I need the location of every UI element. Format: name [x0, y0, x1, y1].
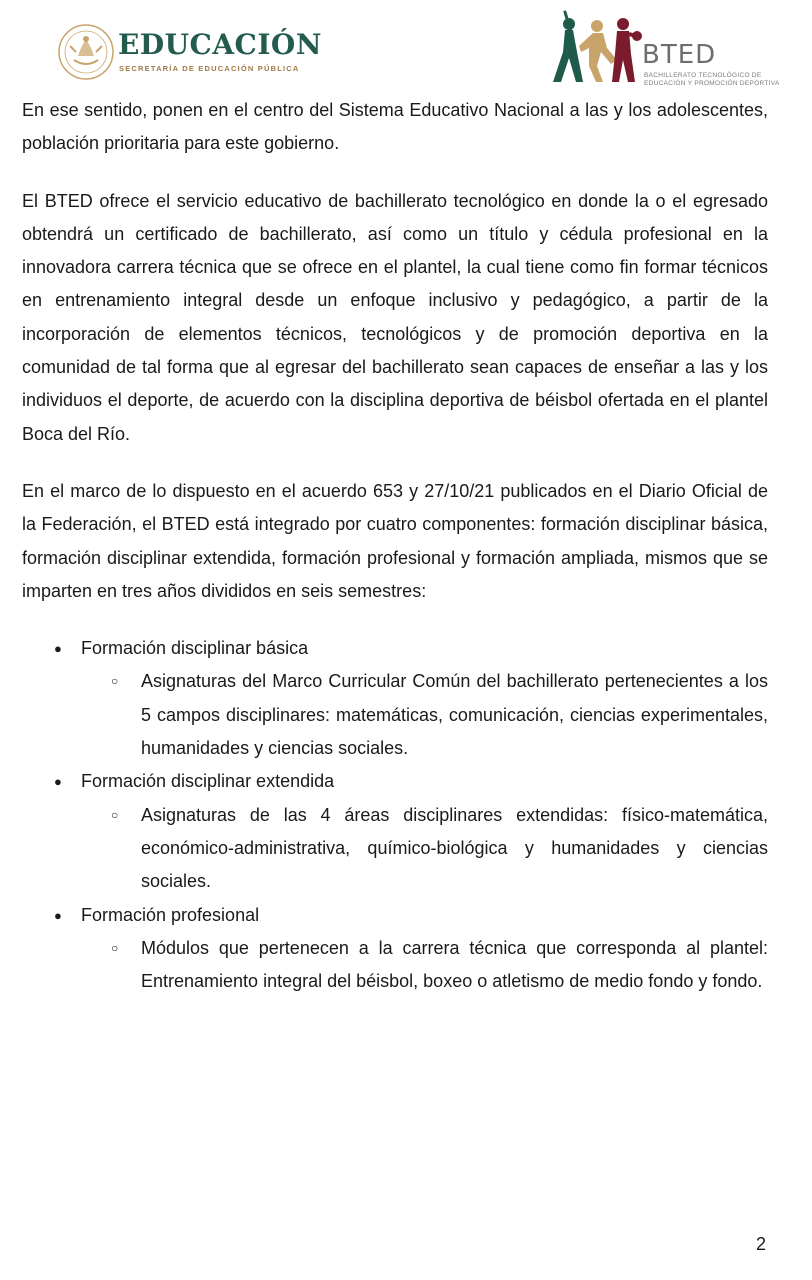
paragraph-2: El BTED ofrece el servicio educativo de bachillerato tecnológico en donde la o el egresado obtendrá un certificado de bachillerato, así como un título y cédula profesional en la innovadora carrera técnica que se ofrece en el plantel, la cual tiene como fin formar técnicos en entrenamiento integral desde un enfoque inclusivo y pedagógico, a partir de la incorporación de elementos técnicos, tecnológicos y de promoción deportiva en la comunidad de tal forma que al egresar del bachillerato sean capaces de enseñar a las y los individuos el deporte, de acuerdo con la disciplina deportiva de béisbol ofertada en el plantel Boca del Río. — [22, 190, 768, 444]
sub-list-item-text: Módulos que pertenecen a la carrera técnica que corresponda al plantel: Entrenamiento integral del béisbol, boxeo o atletismo de medio fondo y fondo. — [141, 937, 768, 992]
document-header — [0, 0, 812, 95]
list-item — [22, 632, 768, 765]
sep-subtitle: SECRETARÍA DE EDUCACIÓN PÚBLICA — [119, 64, 300, 73]
list-item-label: Formación profesional — [81, 904, 260, 925]
bted-subtitle-line-2: EDUCACIÓN Y PROMOCIÓN DEPORTIVA — [644, 80, 780, 87]
sub-list-item-text: Asignaturas del Marco Curricular Común del bachillerato pertenecientes a los 5 campos disciplinares: matemáticas, comunicación, ciencias experimentales, humanidades y ciencias sociales. — [141, 671, 768, 759]
bted-title: BTED — [642, 40, 717, 70]
sub-list — [81, 799, 768, 899]
list-item-label: Formación disciplinar extendida — [81, 771, 335, 792]
sep-title: EDUCACIÓN — [118, 28, 322, 61]
bullet-icon: ● — [54, 774, 62, 790]
sub-list-item-text: Asignaturas de las 4 áreas disciplinares extendidas: físico-matemática, económico-administrativa, químico-biológica y humanidades y ciencias sociales. — [141, 804, 768, 892]
sub-list — [81, 932, 768, 999]
list-item — [22, 765, 768, 898]
bted-athletes-logo — [543, 8, 643, 90]
sub-list — [81, 665, 768, 765]
paragraph-3: En el marco de lo dispuesto en el acuerdo 653 y 27/10/21 publicados en el Diario Oficial de la Federación, el BTED está integrado por cuatro componentes: formación disciplinar básica, formación disciplinar extendida, formación profesional y formación ampliada, mismos que se imparten en tres años divididos en seis semestres: — [22, 480, 768, 601]
bted-subtitle-line-1: BACHILLERATO TECNOLÓGICO DE — [644, 72, 762, 79]
sub-list-item — [111, 932, 768, 999]
list-item — [22, 899, 768, 999]
sub-list-item — [111, 665, 768, 765]
sub-list-item — [111, 799, 768, 899]
document-body — [22, 94, 768, 998]
components-list — [22, 632, 768, 998]
hollow-bullet-icon: ○ — [111, 807, 119, 822]
list-item-label: Formación disciplinar básica — [81, 638, 309, 659]
bullet-icon: ● — [54, 641, 62, 657]
mexico-coat-of-arms-logo — [56, 22, 116, 82]
hollow-bullet-icon: ○ — [111, 674, 119, 689]
bullet-icon: ● — [54, 907, 62, 923]
hollow-bullet-icon: ○ — [111, 940, 119, 955]
bted-subtitle — [644, 72, 794, 88]
paragraph-1: En ese sentido, ponen en el centro del Sistema Educativo Nacional a las y los adolescentes, población prioritaria para este gobierno. — [22, 100, 768, 154]
page-number: 2 — [756, 1234, 767, 1254]
